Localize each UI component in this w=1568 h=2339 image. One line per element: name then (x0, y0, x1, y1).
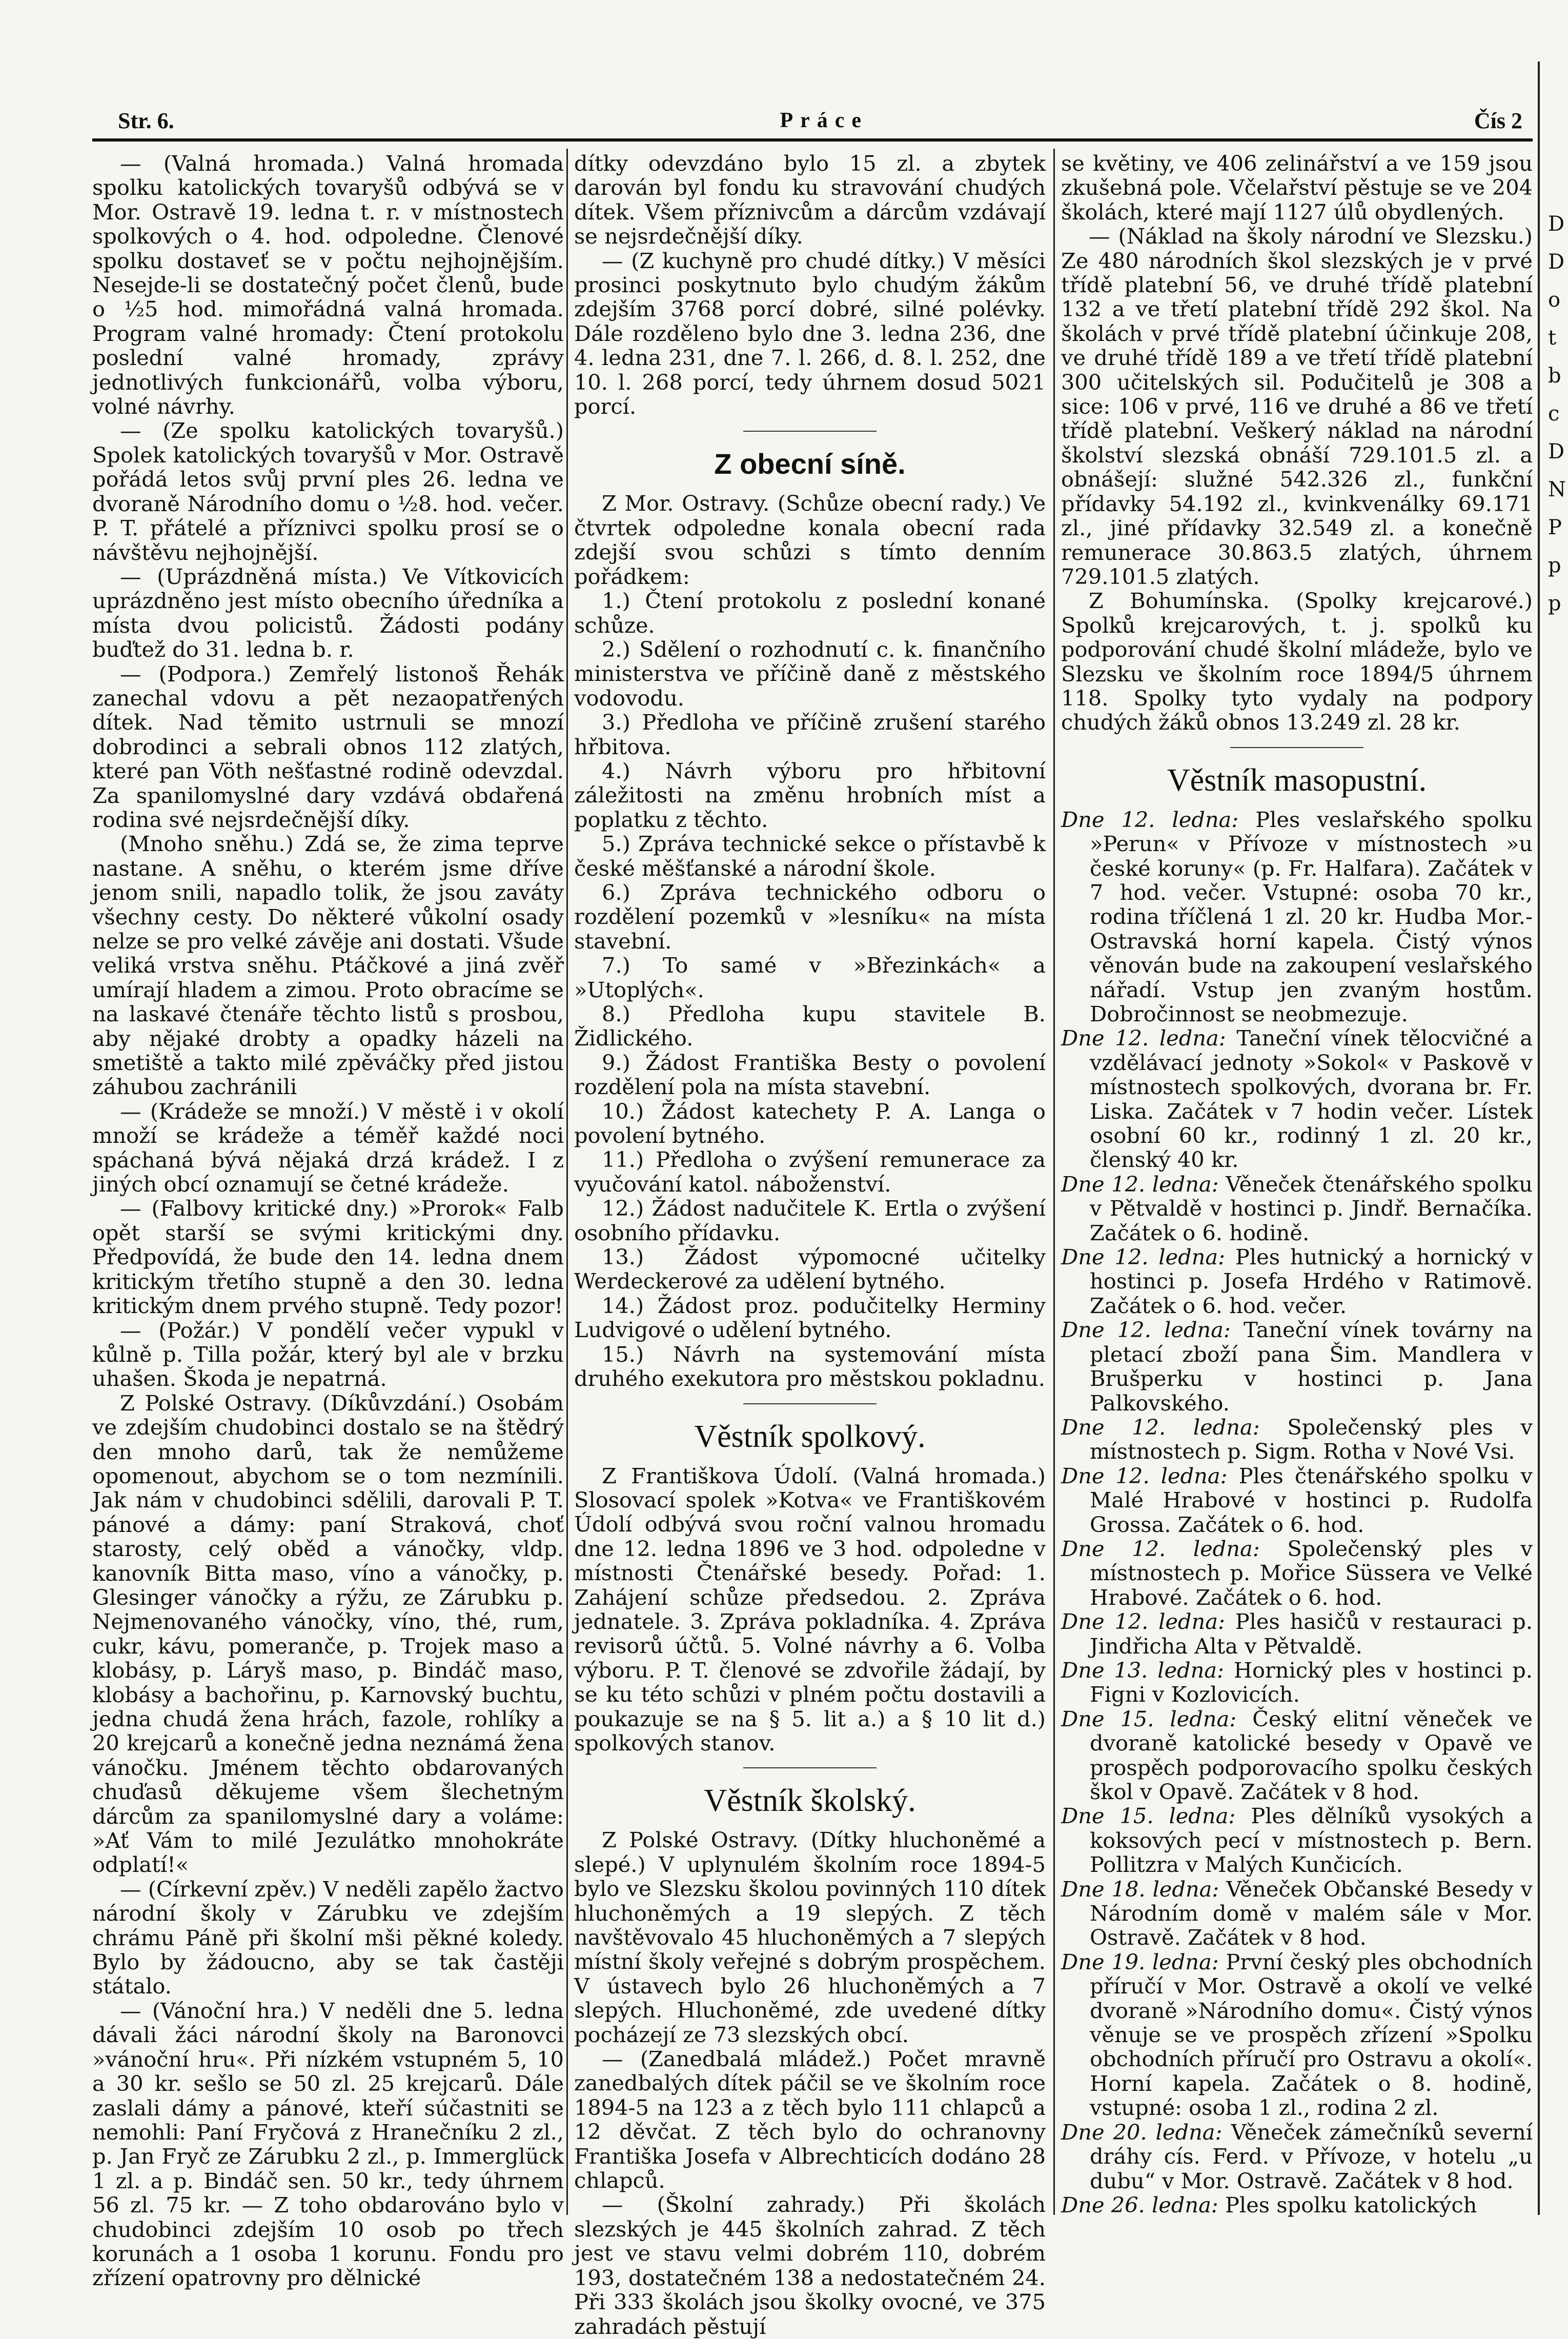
agenda-item: 13.) Žádost výpomocné učitelky Werdeckerové za udělení bytného. (574, 1244, 1046, 1294)
header-rule (92, 138, 1533, 142)
event-text: První český ples obchodních příručí v Mor. Ostravě a okolí ve velké dvoraně »Národního domu«. Čistý výnos věnuje se ve prospěch zřízení »Spolku obchodních příručí pro Ostravu a okolí«. Horní kapela. Začátek o 8. hodině, vstupné: osoba 1 zl., rodina 2 zl. (1090, 1949, 1533, 2121)
article-pozar: — (Požár.) V pondělí večer vypukl v kůlně p. Tilla požár, který byl ale v brzku uhašen. Škoda je nepatrná. (92, 1317, 564, 1392)
edge-letter: D (1548, 212, 1565, 236)
section-divider (743, 1403, 877, 1404)
edge-letter: o (1548, 288, 1561, 312)
event-entry (1061, 1172, 1533, 1245)
article-kradeze: — (Krádeže se množí.) V městě i v okolí množí se krádeže a téměř každé noci spáchaná bývá nějaká drzá krádež. I z jiných obcí oznamují se četné krádeže. (92, 1098, 564, 1197)
event-entry (1061, 1026, 1533, 1172)
event-date: Dne 18. ledna: (1061, 1876, 1219, 1902)
event-date: Dne 12. ledna: (1061, 1317, 1231, 1343)
event-entry (1061, 1658, 1533, 1707)
event-text: Společenský ples v místnostech p. Mořice Süssera ve Velké Hrabové. Začátek o 6. hod. (1090, 1536, 1533, 1610)
event-date: Dne 15. ledna: (1061, 1803, 1236, 1829)
event-entry (1061, 1464, 1533, 1537)
agenda-item: 6.) Zpráva technického odboru o rozdělení pozemků v »lesníku« na místa stavební. (574, 879, 1046, 954)
article-continuation: dítky odevzdáno bylo 15 zl. a zbytek darován byl fondu ku stravování chudých dítek. Všem příznivcům a dárcům vzdávají se nejsrdečnější díky. (574, 151, 1046, 249)
agenda-list (574, 589, 1046, 1390)
adjacent-page-fragment (1548, 205, 1568, 622)
agenda-item: 2.) Sdělení o rozhodnutí c. k. finančního ministerstva ve příčině daně z městského vodovodu. (574, 636, 1046, 711)
event-text: Ples veslařského spolku »Perun« v Přívoze v místnostech »u české koruny« (p. Fr. Halfara). Začátek v 7 hod. večer. Vstupné: osoba 70 kr., rodina tříčlená 1 zl. 20 kr. Hudba Mor.-Ostravská horní kapela. Čistý výnos věnován bude na zakoupení veslařského nářadí. Vstup jen zvaným hostům. Dobročinnost se neobmezuje. (1090, 806, 1533, 1026)
event-list (1061, 808, 1533, 2217)
event-text: Ples hasičů v restauraci p. Jindřicha Alta v Pětvaldě. (1090, 1609, 1533, 1659)
event-text: Ples čtenářského spolku v Malé Hrabové v hostinci p. Rudolfa Grossa. Začátek o 6. hod. (1090, 1463, 1533, 1537)
event-entry (1061, 1609, 1533, 1658)
edge-letter: D (1548, 440, 1565, 463)
issue-number: Čís 2 (1474, 108, 1522, 133)
event-entry (1061, 1804, 1533, 1877)
article-mnoho-snehu: (Mnoho sněhu.) Zdá se, že zima teprve nastane. A sněhu, o kterém jsme dříve jenom snili, napadlo tolik, že jsou zaváty všechny cesty. Do některé vůkolní osady nelze se pro velké závěje ani dostati. Všude veliká vrstva sněhu. Ptáčkové a jiná zvěř umírají hladem a zimou. Proto obracíme se na laskavé čtenáře těchto listů s prosbou, aby nějaké drobty a opadky házeli na smetiště a takto milé zpěváčky před jistou záhubou zachránili (92, 831, 564, 1100)
section-heading: Věstník spolkový. (694, 1419, 926, 1454)
edge-letter: p (1548, 554, 1561, 577)
event-text: Ples hutnický a hornický v hostinci p. Josefa Hrdého v Ratimově. Začátek o 6. hod. večer. (1090, 1244, 1533, 1318)
event-entry (1061, 1318, 1533, 1415)
article-kotva: Z Františkova Údolí. (Valná hromada.) Slosovací spolek »Kotva« ve Františkovém Údolí odbývá svou roční valnou hromadu dne 12. ledna 1896 ve 3 hod. odpoledne v místnosti Čtenářské besedy. Pořad: 1. Zahájení schůze předsedou. 2. Zpráva jednatele. 3. Zpráva pokladníka. 4. Zpráva revisorů účtů. 5. Volné návrhy a 6. Volba výboru. P. T. členové se zdvořile žádají, by se ku této schůzi v plném počtu dostavili a poukazuje se na § 5. lit a.) a § 10 lit d.) spolkových stanov. (574, 1463, 1046, 1756)
agenda-item: 9.) Žádost Františka Besty o povolení rozdělení pola na místa stavební. (574, 1050, 1046, 1100)
event-text: Ples dělníků vysokých a koksových pecí v místnostech p. Bern. Pollitzra v Malých Kunčicích. (1090, 1803, 1533, 1878)
event-text: Společenský ples v místnostech p. Sigm. Rotha v Nové Vsi. (1090, 1414, 1533, 1464)
article-podpora: — (Podpora.) Zemřelý listonoš Řehák zanechal vdovu a pět nezaopatřených dítek. Nad těmito ustrnuli se mnozí dobrodinci a sebrali obnos 112 zlatých, které pan Vöth nešťastné rodině odevzdal. Za spanilomyslné dary vzdává obdařená rodina své nejsrdečnější díky. (92, 661, 564, 832)
section-divider (743, 1767, 877, 1768)
event-entry (1061, 1707, 1533, 1804)
article-dikuvzdani: Z Polské Ostravy. (Díkůvzdání.) Osobám ve zdejším chudobinci dostalo se na štědrý den mnoho darů, tak že nemůžeme opomenout, abychom se o tom nezmínili. Jak nám v chudobinci sdělili, darovali P. T. pánové a dámy: paní Straková, choť starosty, celý oběd a vánočky, vldp. kanovník Bitta maso, víno a vánočky, p. Glesinger vánočky a rýžu, ze Zárubku p. Nejmenovaného vánočky, víno, thé, rum, cukr, kávu, pomeranče, p. Trojek maso a klobásy, p. Láryš maso, p. Bindáč maso, klobásy a bachořinu, p. Karnovský buchtu, jedna chudá žena hrách, fazole, rohlíky a 20 krejcarů a konečně jedna neznámá žena vánočku. Jménem těchto obdarovaných chuďasů děkujeme všem šlechetným dárcům za spanilomyslné dary a voláme: »Ať Vám to milé Jezulátko mnohokráte odplatí!« (92, 1390, 564, 1878)
event-text: Hornický ples v hostinci p. Figni v Kozlovicích. (1090, 1657, 1533, 1707)
agenda-item: 10.) Žádost katechety P. A. Langa o povolení bytného. (574, 1098, 1046, 1148)
section-heading: Z obecní síně. (714, 448, 906, 480)
event-text: Věneček zámečníků severní dráhy cís. Ferd. v Přívoze, v hotelu „u dubu“ v Mor. Ostravě. Začátek v 8 hod. (1090, 2119, 1533, 2193)
column-left (92, 151, 564, 2290)
event-entry (1061, 1877, 1533, 1950)
agenda-item: 8.) Předloha kupu stavitele B. Židlického. (574, 1001, 1046, 1051)
event-text: Taneční vínek továrny na pletací zboží pana Šim. Mandlera v Brušperku v hostinci p. Jana Palkovského. (1090, 1317, 1533, 1416)
agenda-item: 1.) Čtení protokolu z poslední konané schůze. (574, 588, 1046, 638)
article-hluchonemi: Z Polské Ostravy. (Dítky hluchoněmé a slepé.) V uplynulém školním roce 1894-5 bylo ve Slezsku školou povinných 110 dítek hluchoněmých a 19 slepých. Z těch navštěvovalo 45 hluchoněmých a 7 slepých místní školy veřejné s dobrým prospěchem. V ústavech bylo 26 hluchoněmých a 7 slepých. Hluchoněmé, zde uvedené dítky pocházejí ze 73 slezských obcí. (574, 1827, 1046, 2047)
column-divider (1053, 149, 1055, 2215)
edge-letter: p (1548, 592, 1561, 615)
edge-letter: P (1548, 516, 1562, 539)
section-heading: Věstník masopustní. (1167, 762, 1427, 798)
edge-letter: c (1548, 402, 1560, 426)
edge-letter: b (1548, 364, 1561, 388)
article-skolni-zahrady: — (Školní zahrady.) Při školách slezských je 445 školních zahrad. Z těch jest ve stavu velmi dobrém 110, dobrém 193, dostatečném 138 a nedostatečném 24. Při 333 školách jsou školky ovocné, ve 375 zahradách pěstují (574, 2192, 1046, 2339)
article-tovarysu: — (Ze spolku katolických tovaryšů.) Spolek katolických tovaryšů v Mor. Ostravě pořádá letos svůj první ples 26. ledna ve dvoraně Národního domu o ½8. hod. večer. P. T. přátelé a příznivci spolku prosí se o návštěvu nejhojnější. (92, 418, 564, 565)
section-heading: Věstník školský. (704, 1783, 916, 1819)
event-text: Věneček Občanské Besedy v Národním domě v malém sále v Mor. Ostravě. Začátek v 8 hod. (1090, 1876, 1533, 1950)
event-entry (1061, 1537, 1533, 1609)
page-number: Str. 6. (118, 108, 174, 133)
agenda-item: 15.) Návrh na systemování místa druhého exekutora pro městskou pokladnu. (574, 1341, 1046, 1392)
event-entry (1061, 1950, 1533, 2120)
agenda-item: 11.) Předloha o zvýšení remunerace za vyučování katol. náboženství. (574, 1147, 1046, 1197)
agenda-item: 4.) Návrh výboru pro hřbitovní záležitosti na změnu hrobních míst a poplatku z těchto. (574, 758, 1046, 832)
event-date: Dne 19. ledna: (1061, 1949, 1219, 1974)
event-date: Dne 12. ledna: (1061, 1171, 1219, 1197)
newspaper-title: Práce (780, 109, 869, 132)
event-date: Dne 13. ledna: (1061, 1657, 1225, 1683)
edge-letter: D (1548, 250, 1565, 274)
event-date: Dne 12. ledna: (1061, 1463, 1228, 1488)
event-text: Český elitní věneček ve dvoraně katolické besedy v Opavě ve prospěch podporovacího spolku českých škol v Opavě. Začátek v 8 hod. (1090, 1706, 1533, 1804)
section-divider (1230, 747, 1363, 748)
article-uprazdnena-mista: — (Uprázdněná místa.) Ve Vítkovicích uprázdněno jest místo obecního úředníka a místa dvou policistů. Žádosti podány buďtež do 31. ledna b. r. (92, 563, 564, 662)
column-middle (574, 151, 1046, 2338)
event-date: Dne 26. ledna: (1061, 2192, 1218, 2217)
event-entry (1061, 2193, 1533, 2217)
agenda-item: 14.) Žádost proz. podučitelky Herminy Ludvigové o udělení bytného. (574, 1293, 1046, 1343)
event-date: Dne 12. ledna: (1061, 1025, 1226, 1051)
event-date: Dne 15. ledna: (1061, 1706, 1237, 1731)
adjacent-page-rule (1538, 62, 1540, 2215)
section-divider (743, 431, 877, 432)
article-falb: — (Falbovy kritické dny.) »Prorok« Falb opět starší se svými kritickými dny. Předpovídá, že bude den 14. ledna dnem kritickým třetího stupně a den 30. ledna kritickým dnem prvého stupně. Tedy pozor! (92, 1196, 564, 1319)
event-entry (1061, 1415, 1533, 1464)
article-vanocni-hra: — (Vánoční hra.) V neděli dne 5. ledna dávali žáci národní školy na Baronovci »vánoční hru«. Při nízkém vstupném 5, 10 a 30 kr. sešlo se 50 zl. 25 krejcarů. Dále zaslali dámy a pánové, kteří súčastniti se nemohli: Paní Fryčová z Hranečníku 2 zl., p. Jan Fryč ze Zárubku 2 zl., p. Immerglück 1 zl. a p. Bindáč sen. 50 kr., tedy úhrnem 56 zl. 75 kr. — Z toho obdarováno bylo v chudobinci zdejším 10 osob po třech korunách a 1 osoba 1 korunu. Fondu pro zřízení opatrovny pro dělnické (92, 1998, 564, 2291)
agenda-item: 12.) Žádost nadučitele K. Ertla o zvýšení osobního přídavku. (574, 1196, 1046, 1245)
agenda-item: 7.) To samé v »Březinkách« a »Utoplých«. (574, 953, 1046, 1002)
event-entry (1061, 2120, 1533, 2193)
article-valna-hromada: — (Valná hromada.) Valná hromada spolku katolických tovaryšů odbývá se v Mor. Ostravě 19. ledna t. r. v místnostech spolkových o 4. hod. odpoledne. Členové spolku dostaveť se v počtu nejhojnějším. Nesejde-li se dostatečný počet členů, bude o ½5 hod. mimořádná valná hromada. Program valné hromady: Čtení protokolu poslední valné hromady, zprávy jednotlivých funkcionářů, volba výboru, volné návrhy. (92, 151, 564, 419)
event-text: Taneční vínek tělocvičné a vzdělávací jednoty »Sokol« v Paskově v místnostech spolkových, dvorana br. Fr. Liska. Začátek v 7 hodin večer. Lístek osobní 60 kr., rodinný 1 zl. 20 kr., členský 40 kr. (1090, 1025, 1533, 1173)
event-entry (1061, 1245, 1533, 1318)
agenda-item: 5.) Zpráva technické sekce o přístavbě k české měšťanské a národní škole. (574, 831, 1046, 881)
page-header (118, 97, 1522, 144)
article-zanedbala-mladez: — (Zanedbalá mládež.) Počet mravně zanedbalých dítek páčil se ve školním roce 1894-5 na 123 a z těch bylo 111 chlapců a 12 děvčat. Z těch bylo do ochranovny Františka Josefa v Albrechticích dodáno 28 chlapců. (574, 2046, 1046, 2193)
article-obecni-rada: Z Mor. Ostravy. (Schůze obecní rady.) Ve čtvrtek odpoledne konala obecní rada zdejší svou schůzi s tímto denním pořádkem: (574, 491, 1046, 589)
edge-letter: N (1548, 478, 1566, 501)
article-continuation: se květiny, ve 406 zelinářství a ve 159 jsou zkušebná pole. Včelařství pěstuje se ve 204 školách, které mají 1127 úlů obydlených. (1061, 151, 1533, 225)
event-date: Dne 12. ledna: (1061, 1609, 1225, 1635)
article-spolky-krejcarove: Z Bohumínska. (Spolky krejcarové.) Spolků krejcarových, t. j. spolků ku podporování chudé školní mládeže, bylo ve Slezsku ve školním roce 1894/5 úhrnem 118. Spolky tyto vydaly na podpory chudých žáků obnos 13.249 zl. 28 kr. (1061, 588, 1533, 735)
column-divider (566, 149, 568, 2215)
edge-letter: t (1548, 326, 1557, 350)
event-date: Dne 12. ledna: (1061, 806, 1239, 832)
event-entry (1061, 808, 1533, 1026)
event-text: Věneček čtenářského spolku v Pětvaldě v hostinci p. Jindř. Bernačíka. Začátek o 6. hodině. (1090, 1171, 1533, 1245)
event-date: Dne 12. ledna: (1061, 1414, 1260, 1440)
article-kuchyne: — (Z kuchyně pro chudé dítky.) V měsíci prosinci poskytnuto bylo chudým žákům zdejším 3768 porcí dobré, silné polévky. Dále rozděleno bylo dne 3. ledna 236, dne 4. ledna 231, dne 7. l. 266, d. 8. l. 252, dne 10. l. 268 porcí, tedy úhrnem dosud 5021 porcí. (574, 248, 1046, 419)
event-date: Dne 12. ledna: (1061, 1244, 1226, 1270)
agenda-item: 3.) Předloha ve příčině zrušení starého hřbitova. (574, 710, 1046, 759)
event-date: Dne 12. ledna: (1061, 1536, 1260, 1561)
column-right (1061, 151, 1533, 2217)
event-date: Dne 20. ledna: (1061, 2119, 1223, 2145)
event-text: Ples spolku katolických (1225, 2192, 1477, 2217)
article-naklad-skoly: — (Náklad na školy národní ve Slezsku.) Ze 480 národních škol slezských je v prvé třídě platební 56, ve druhé třídě platební 132 a ve třetí platební třídě 292 škol. Na školách v prvé třídě platební účinkuje 208, ve druhé třídě 189 a ve třetí třídě platební 300 učitelských sil. Podučitelů je 308 a sice: 106 v prvé, 116 ve druhé a 86 ve třetí třídě platební. Veškerý náklad na národní školství slezská obnáší 729.101.5 zl. a obnášejí: služné 542.326 zl., funkční přídavky 54.192 zl., kvinkvenálky 69.171 zl., jiné přídavky 32.549 zl. a konečně remunerace 30.863.5 zlatých, úhrnem 729.101.5 zlatých. (1061, 224, 1533, 589)
article-cirkevni-zpev: — (Církevní zpěv.) V neděli zapělo žactvo národní školy v Zárubku ve zdejším chrámu Páně při školní mši pěkné koledy. Bylo by žádoucno, aby se tak častěji státalo. (92, 1876, 564, 1999)
